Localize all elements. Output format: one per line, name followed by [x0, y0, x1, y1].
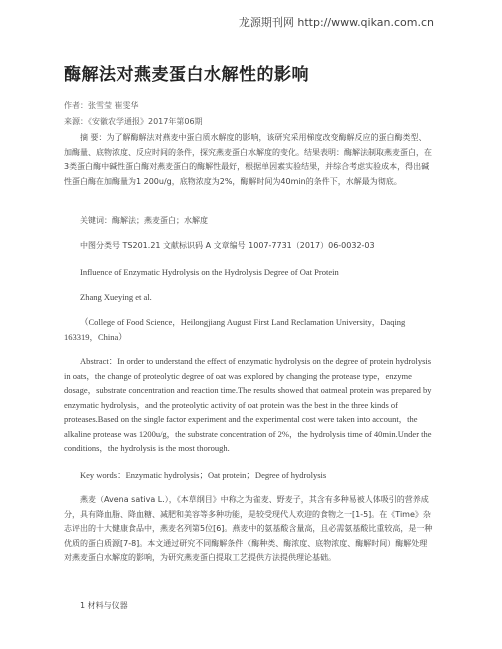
author-en: Zhang Xueying et al.	[80, 292, 152, 302]
title-en: Influence of Enzymatic Hydrolysis on the Hydrolysis Degree of Oat Protein	[80, 267, 339, 277]
affiliation-en: （College of Food Science，Heilongjiang August First Land Reclamation University，Daqing 163319，China）	[64, 317, 406, 342]
abstract-en: Abstract：In order to understand the effect of enzymatic hydrolysis on the degree of protein hydrolysis in oats，the change of proteolytic degree of oat was explored by changing the protease type，enzyme dosage，substrate concentration and reaction time.The results showed that oatmeal protein was prepared by enzymatic hydrolysis，and the proteolytic activity of oat protein was the best in the three kinds of proteases.Based on the single factor experiment and the experimental cost were taken into account，the alkaline protease was 1200u/g，the substrate concentration of 2%，the hydrolysis time of 40min.Under the conditions，the hydrolysis is the most thorough.	[64, 356, 432, 453]
source-line: 来源：《安徽农学通报》2017年第06期	[64, 117, 203, 126]
intro-paragraph: 燕麦（Avena sativa L.），《本草纲目》中称之为雀麦、野麦子，其含有多种易被人体吸引的营养成分，具有降血脂、降血糖、减肥和美容等多种功能，是较受现代人欢迎的食物之一[1-5]。在《Time》杂志评出的十大健康食品中，燕麦名列第5位[6]。燕麦中的氨基酸含量高，且必需氨基酸比重较高，是一种优质的蛋白质源[7-8]。本文通过研究不同酶解条件（酶种类、酶浓度、底物浓度、酶解时间）酶解处理对燕麦蛋白水解度的影响，为研究燕麦蛋白提取工艺提供方法提供理论基础。	[64, 495, 433, 562]
classification-line: 中图分类号 TS201.21 文献标识码 A 文章编号 1007-7731（2017）06-0032-03	[80, 241, 375, 250]
keywords-cn: 关键词：酶解法；燕麦蛋白；水解度	[80, 216, 208, 225]
keywords-en: Key words：Enzymatic hydrolysis；Oat protein；Degree of hydrolysis	[80, 470, 327, 480]
article-title: 酶解法对燕麦蛋白水解性的影响	[64, 65, 309, 85]
section-heading: 1 材料与仪器	[80, 601, 128, 610]
author-line: 作者：张雪莹 崔雯华	[64, 101, 139, 110]
abstract-cn: 摘 要：为了解酶解法对燕麦中蛋白质水解度的影响，该研究采用梯度改变酶解反应的蛋白酶类型、加酶量、底物浓度、反应时间的条件，探究燕麦蛋白水解度的变化。结果表明：酶解法制取燕麦蛋白，在3类蛋白酶中碱性蛋白酶对燕麦蛋白的酶解性最好，根据单因素实验结果，并综合考虑实验成本，得出碱性蛋白酶在加酶量为1 200u/g，底物浓度为2%，酶解时间为40min的条件下，水解最为彻底。	[64, 133, 432, 186]
header-site-url[interactable]: 龙源期刊网 http://www.qikan.com.cn	[238, 16, 434, 29]
